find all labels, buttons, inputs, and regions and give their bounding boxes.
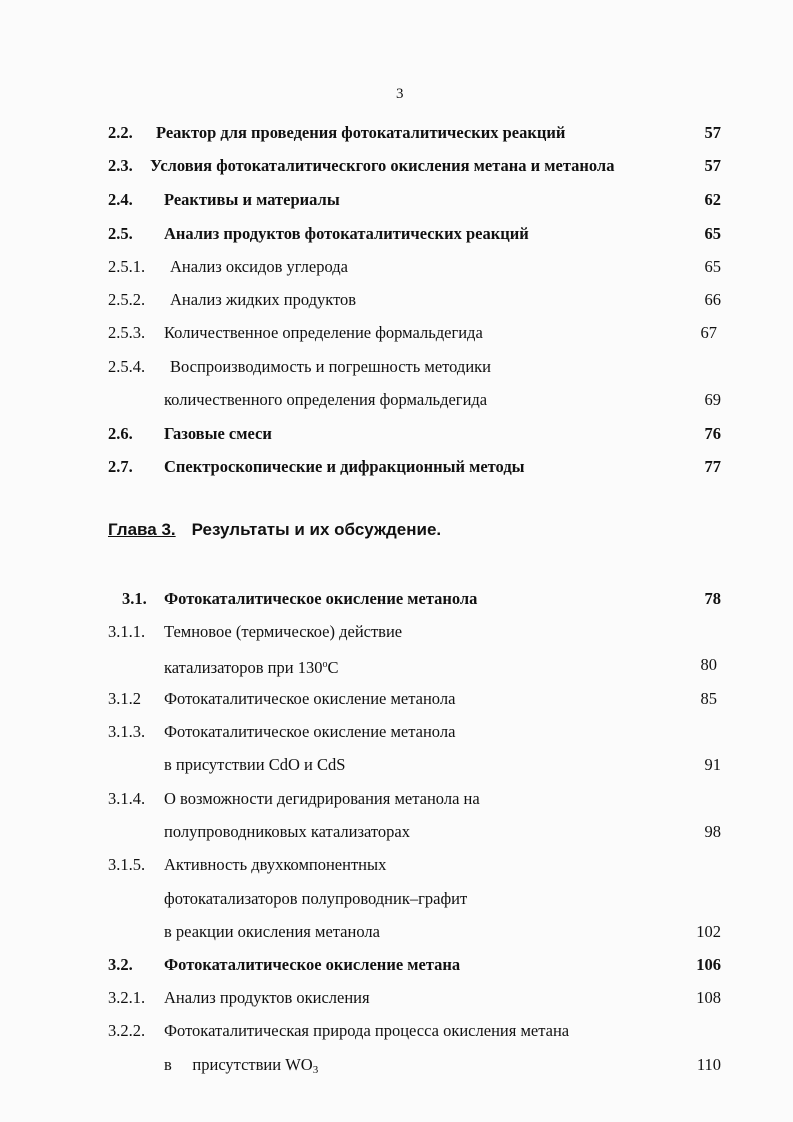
toc-number: 3.1.1.: [108, 622, 146, 641]
toc-entry-3-1-1-cont: [0, 653, 793, 677]
toc-number: 3.1.4.: [108, 789, 146, 808]
toc-page: 57: [704, 123, 721, 142]
toc-number: 3.2.1.: [108, 988, 146, 1007]
chapter-title: Результаты и их обсуждение.: [191, 520, 442, 539]
toc-entry-2-6: [0, 422, 793, 446]
toc-title-line1: Активность двухкомпонентных: [164, 855, 387, 874]
toc-entry-2-4: [0, 188, 793, 212]
toc-number: 3.1.2: [108, 689, 141, 708]
toc-title-line1: Фотокаталитическая природа процесса окисления метана: [164, 1021, 570, 1040]
toc-entry-3-1-4-cont: [0, 820, 793, 844]
toc-page: 65: [704, 257, 721, 276]
toc-title: Реактор для проведения фотокаталитических реакций: [156, 123, 566, 142]
toc-entry-3-2-2: [0, 1019, 793, 1043]
toc-number: 3.1.3.: [108, 722, 146, 741]
toc-entry-3-2-1: [0, 986, 793, 1010]
toc-title: Фотокаталитическое окисление метанола: [164, 689, 456, 708]
toc-entry-3-2-2-cont: [0, 1053, 793, 1077]
toc-title: Условия фотокаталитическгого окисления метана и метанола: [150, 156, 615, 175]
toc-entry-3-1-5: [0, 853, 793, 877]
toc-title-line1: Фотокаталитическое окисление метанола: [164, 722, 456, 741]
toc-page: 108: [696, 988, 721, 1007]
toc-title-line2: полупроводниковых катализаторах: [164, 822, 410, 841]
toc-entry-3-1-2: [0, 687, 793, 711]
toc-page: 102: [696, 922, 721, 941]
toc-entry-2-3: [0, 154, 793, 178]
toc-page: 106: [696, 955, 721, 974]
toc-number: 3.1.5.: [108, 855, 146, 874]
page-number: 3: [396, 86, 404, 102]
toc-title: Фотокаталитическое окисление метанола: [164, 589, 478, 608]
toc-entry-2-5-4: [0, 355, 793, 379]
toc-number: 2.4.: [108, 190, 133, 209]
toc-entry-3-1-3: [0, 720, 793, 744]
toc-number: 3.2.: [108, 955, 133, 974]
toc-page: 85: [700, 689, 717, 708]
toc-entry-3-1-3-cont: [0, 753, 793, 777]
toc-entry-3-1-1: [0, 620, 793, 644]
toc-title-line2: фотокатализаторов полупроводник–графит: [164, 889, 468, 908]
toc-title-line2: в присутствии $WO_3$: [164, 1055, 319, 1076]
toc-entry-2-5: [0, 222, 793, 246]
toc-title: Анализ оксидов углерода: [170, 257, 348, 276]
toc-entry-3-1-4: [0, 787, 793, 811]
toc-entry-3-1: [0, 587, 793, 611]
toc-title: Газовые смеси: [164, 424, 272, 443]
toc-page: 62: [704, 190, 721, 209]
toc-title: Реактивы и материалы: [164, 190, 340, 209]
toc-entry-2-5-4-cont: [0, 388, 793, 412]
toc-page: 78: [704, 589, 721, 608]
toc-entry-2-2: [0, 121, 793, 145]
toc-title: Спектроскопические и дифракционный методы: [164, 457, 525, 476]
toc-title-line1: Темновое (термическое) действие: [164, 622, 403, 641]
toc-title: Количественное определение формальдегида: [164, 323, 483, 342]
toc-page: 110: [696, 1055, 721, 1074]
toc-page: 91: [704, 755, 721, 774]
toc-entry-2-5-2: [0, 288, 793, 312]
toc-title: Анализ жидких продуктов: [170, 290, 357, 309]
toc-number: 2.2.: [108, 123, 133, 142]
toc-entry-3-1-5-cont1: [0, 887, 793, 911]
toc-number: 2.3.: [108, 156, 133, 175]
chapter-heading: [108, 520, 441, 540]
toc-page: 65: [704, 224, 721, 243]
toc-number: 3.1.: [122, 589, 147, 608]
toc-number: 3.2.2.: [108, 1021, 146, 1040]
toc-title-line1: Воспроизводимость и погрешность методики: [170, 357, 491, 376]
toc-title-line1: О возможности дегидрирования метанола на: [164, 789, 480, 808]
toc-entry-3-1-5-cont2: [0, 920, 793, 944]
toc-page: 69: [704, 390, 721, 409]
toc-page: 98: [704, 822, 721, 841]
toc-page: 66: [704, 290, 721, 309]
toc-title-line2: количественного определения формальдегида: [164, 390, 488, 409]
toc-page: 67: [700, 323, 717, 342]
toc-entry-2-5-3: [0, 321, 793, 345]
toc-title: Анализ продуктов окисления: [164, 988, 370, 1007]
toc-page: 57: [704, 156, 721, 175]
toc-title: Анализ продуктов фотокаталитических реакций: [164, 224, 529, 243]
toc-title-line3: в реакции окисления метанола: [164, 922, 380, 941]
toc-number: 2.5.1.: [108, 257, 146, 276]
toc-number: 2.6.: [108, 424, 133, 443]
toc-title-line2: в присутствии CdO и CdS: [164, 755, 346, 774]
chapter-number: Глава 3.: [108, 520, 176, 539]
toc-number: 2.5.4.: [108, 357, 146, 376]
toc-number: 2.5.: [108, 224, 133, 243]
toc-number: 2.5.2.: [108, 290, 146, 309]
toc-number: 2.5.3.: [108, 323, 146, 342]
toc-entry-2-5-1: [0, 255, 793, 279]
toc-entry-2-7: [0, 455, 793, 479]
toc-page: 77: [704, 457, 721, 476]
toc-entry-3-2: [0, 953, 793, 977]
toc-title: Фотокаталитическое окисление метана: [164, 955, 461, 974]
toc-page: 80: [700, 655, 717, 674]
toc-page: 76: [704, 424, 721, 443]
toc-title-line2: катализаторов при 130$^o$С: [164, 658, 339, 677]
toc-number: 2.7.: [108, 457, 133, 476]
